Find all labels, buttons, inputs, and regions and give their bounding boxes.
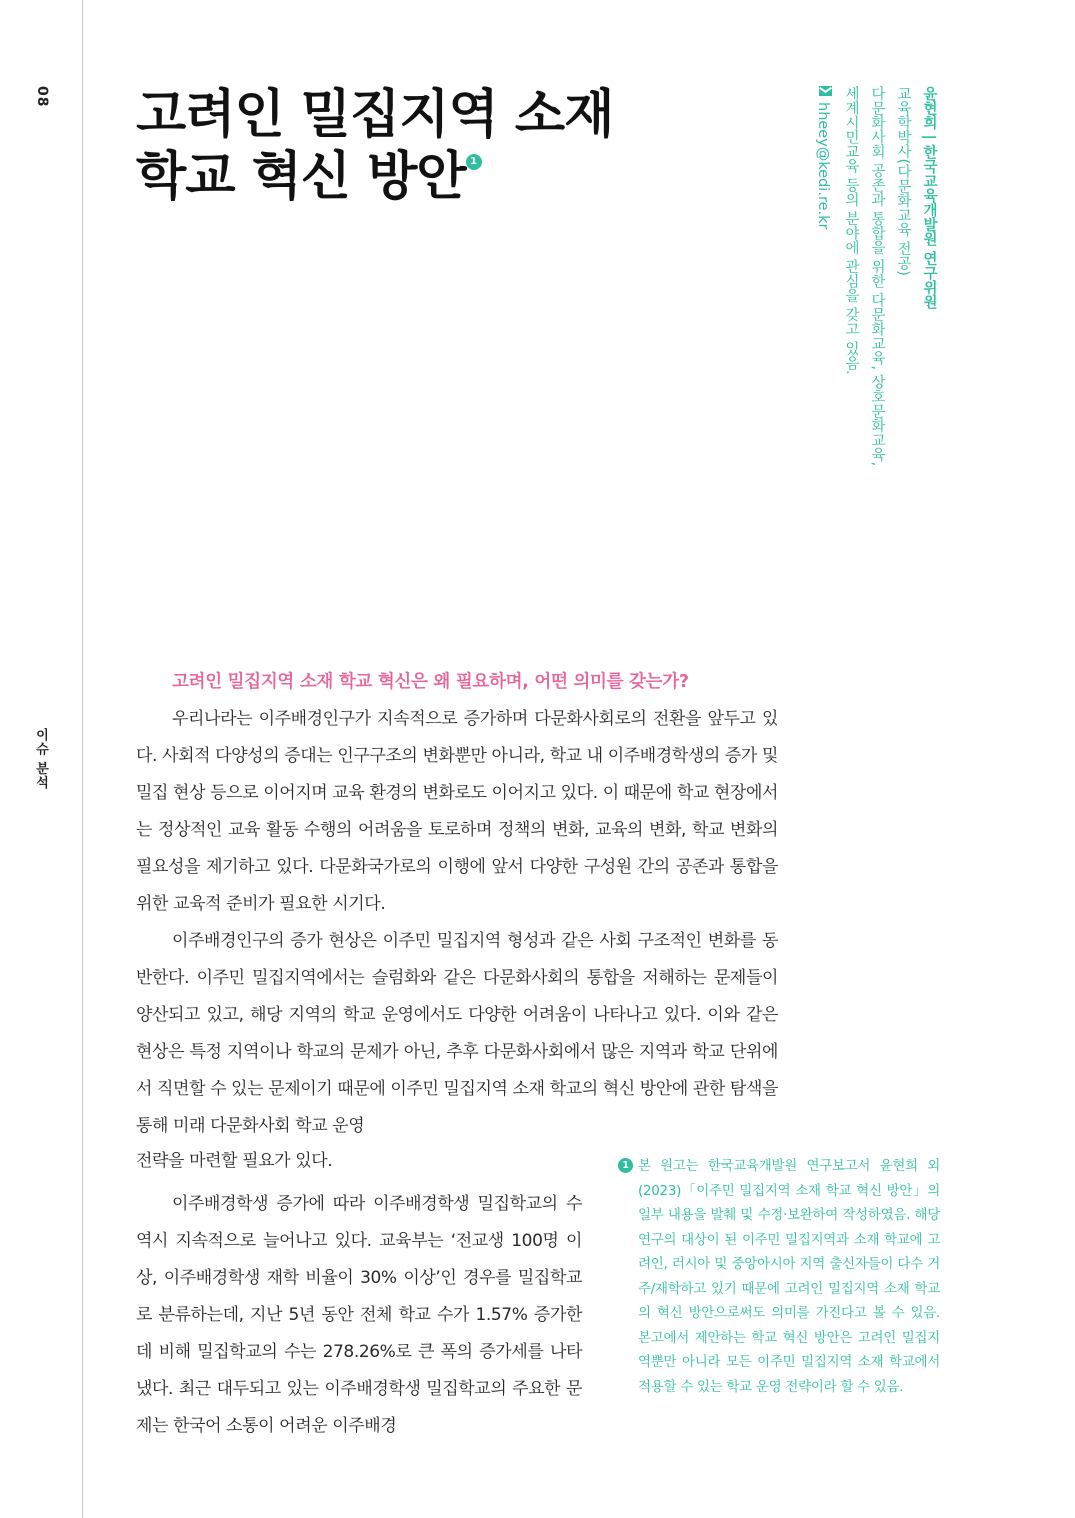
side-rule xyxy=(82,0,83,1518)
title-line-1: 고려인 밀집지역 소재 xyxy=(136,85,614,145)
body-text-narrow xyxy=(136,1143,582,1445)
body-paragraph-1: 우리나라는 이주배경인구가 지속적으로 증가하며 다문화사회로의 전환을 앞두고 있다. 사회적 다양성의 증대는 인구구조의 변화뿐만 아니라, 학교 내 이주배경학생의 증가 및 밀집 현상 등으로 이어지며 교육 환경의 변화로도 이어지고 있다. 이 때문에 학교 현장에서는 정상적인 교육 활동 수행의 어려움을 토로하며 정책의 변화, 교육의 변화, 학교 변화의 필요성을 제기하고 있다. 다문화국가로의 이행에 앞서 다양한 구성원 간의 공존과 통합을 위한 교육적 준비가 필요한 시기다. xyxy=(136,709,778,914)
page-number: 08 xyxy=(34,86,50,108)
title-line-2 xyxy=(136,146,696,208)
body-paragraph-2: 이주배경인구의 증가 현상은 이주민 밀집지역 형성과 같은 사회 구조적인 변화를 동반한다. 이주민 밀집지역에서는 슬럼화와 같은 다문화사회의 통합을 저해하는 문제들이 양산되고 있고, 해당 지역의 학교 운영에서도 다양한 어려움이 나타나고 있다. 이와 같은 현상은 특정 지역이나 학교의 문제가 아닌, 추후 다문화사회에서 많은 지역과 학교 단위에서 직면할 수 있는 문제이기 때문에 이주민 밀집지역 소재 학교의 혁신 방안에 관한 탐색을 통해 미래 다문화사회 학교 운영 xyxy=(136,931,778,1136)
body-paragraph-2-end: 전략을 마련할 필요가 있다. xyxy=(136,1151,333,1171)
mail-icon xyxy=(819,86,832,96)
author-degree: 교육학박사(다문화교육 전공) xyxy=(895,86,911,276)
section-label: 이슈 분석 xyxy=(33,728,48,790)
title-line-2-text: 학교 혁신 방안 xyxy=(136,147,466,207)
footnote-marker[interactable]: 1 xyxy=(466,154,482,170)
article-title xyxy=(136,84,696,208)
author-interest-line-2: 세계시민교육 등의 분야에 관심을 갖고 있음. xyxy=(843,86,859,375)
body-paragraph-3: 이주배경학생 증가에 따라 이주배경학생 밀집학교의 수 역시 지속적으로 늘어나고 있다. 교육부는 ‘전교생 100명 이상, 이주배경학생 재학 비율이 30% 이상’인 경우를 밀집학교로 분류하는데, 지난 5년 동안 전체 학교 수가 1.57% 증가한데 비해 밀집학교의 수는 278.26%로 큰 폭의 증가세를 나타냈다. 최근 대두되고 있는 이주배경학생 밀집학교의 주요한 문제는 한국어 소통이 어려운 이주배경 xyxy=(136,1194,582,1436)
footnote-number: 1 xyxy=(618,1158,633,1173)
body-text-wide xyxy=(136,701,778,1145)
author-email xyxy=(814,86,832,229)
author-email-text[interactable]: hheey@kedi.re.kr xyxy=(815,102,831,230)
author-interest-line-1: 다문화사회 공존과 통합을 위한 다문화교육, 상호문화교육, xyxy=(869,86,885,467)
footnote xyxy=(618,1154,940,1399)
section-heading: 고려인 밀집지역 소재 학교 혁신은 왜 필요하며, 어떤 의미를 갖는가? xyxy=(172,672,689,692)
author-name: 윤현희 | 한국교육개발원 연구위원 xyxy=(921,86,937,310)
footnote-text: 본 원고는 한국교육개발원 연구보고서 윤현희 외(2023)「이주민 밀집지역 소재 학교 혁신 방안」의 일부 내용을 발췌 및 수정·보완하여 작성하였음. 해당 연구의 대상이 된 이주민 밀집지역과 소재 학교에 고려인, 러시아 및 중앙아시아 지역 출신자들이 다수 거주/재학하고 있기 때문에 고려인 밀집지역 소재 학교의 혁신 방안으로써도 의미를 가진다고 볼 수 있음. 본고에서 제안하는 학교 혁신 방안은 고려인 밀집지역뿐만 아니라 모든 이주민 밀집지역 소재 학교에서 적용할 수 있는 학교 운영 전략이라 할 수 있음. xyxy=(638,1158,940,1395)
